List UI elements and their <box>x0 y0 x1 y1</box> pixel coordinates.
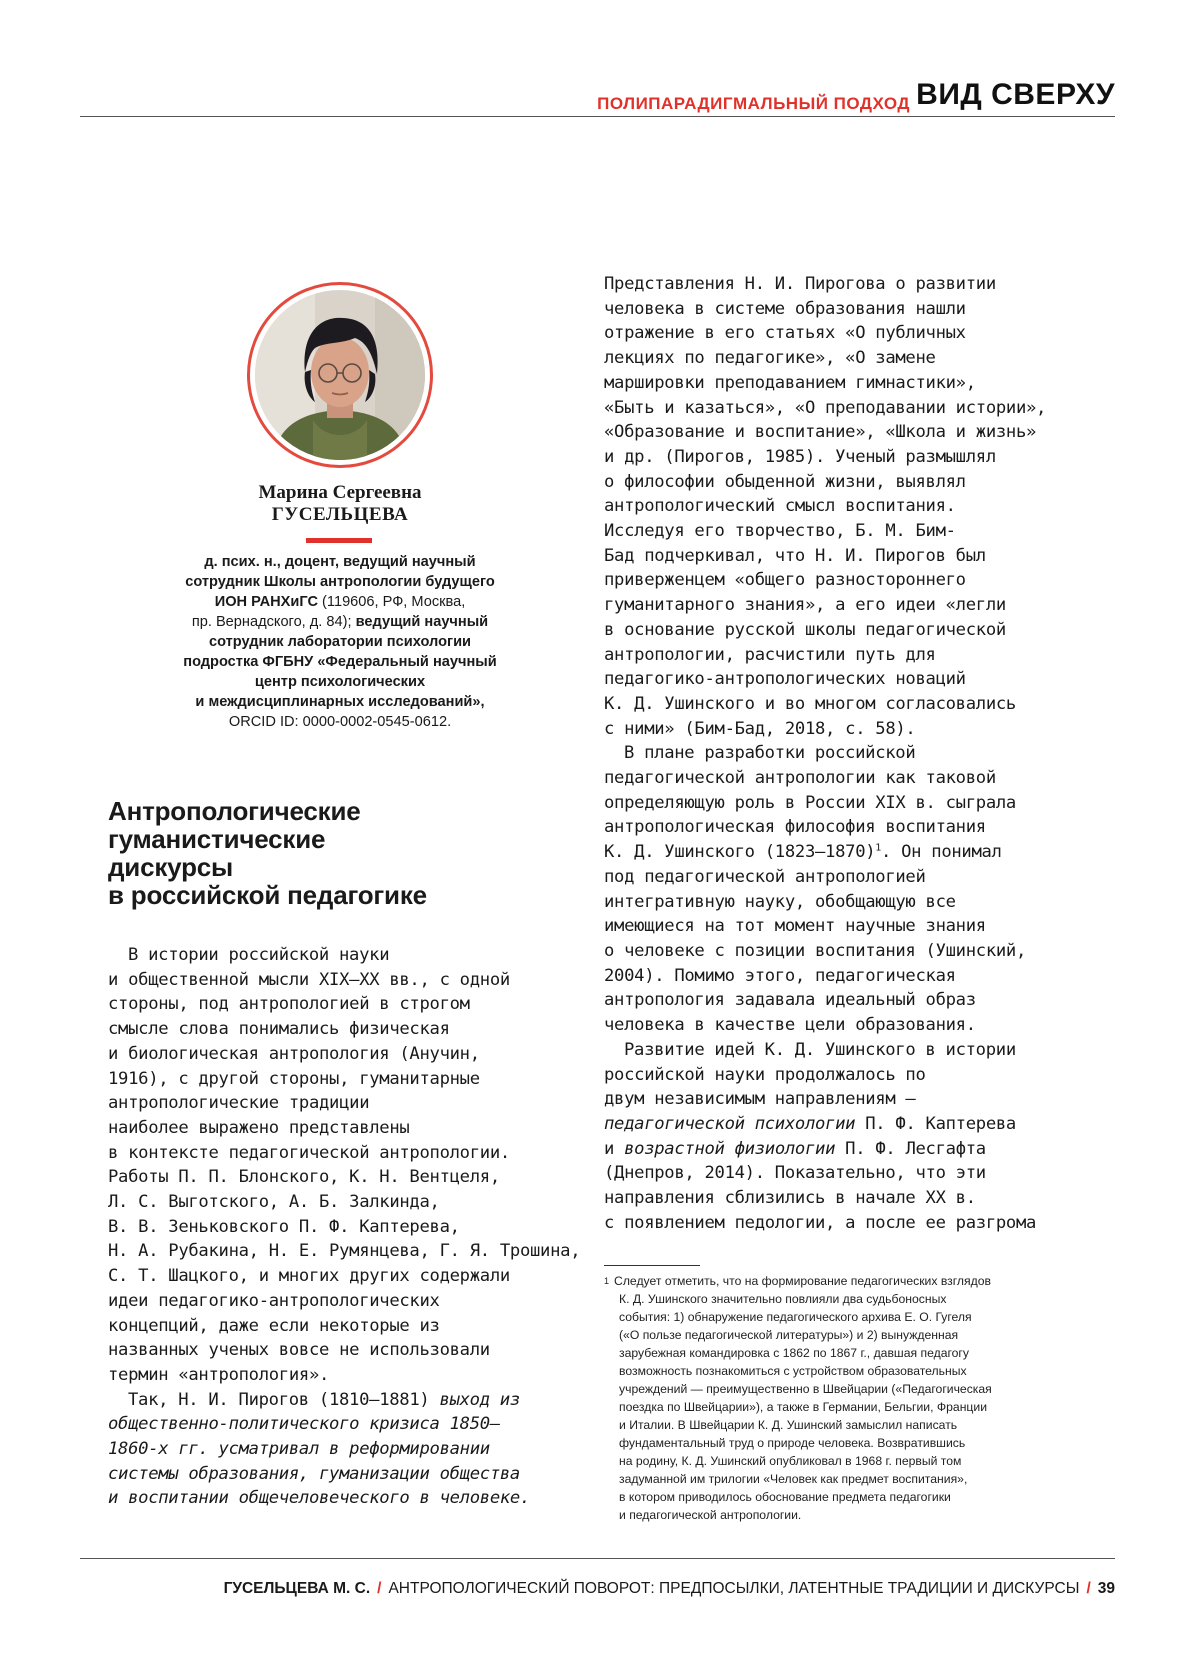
text-line: с появлением педологии, а после ее разгрома <box>604 1211 1094 1236</box>
text-line: с ними» (Бим-Бад, 2018, с. 58). <box>604 717 1094 742</box>
italic-text: общественно-политического кризиса 1850– <box>108 1414 500 1434</box>
text-line: . Он понимал <box>881 842 1002 862</box>
text-line: Л. С. Выготского, А. Б. Залкинда, <box>108 1190 568 1215</box>
footnote-line: зарубежная командировка с 1862 по 1867 г., давшая педагогу <box>604 1344 1084 1362</box>
text-line: и биологическая антропология (Анучин, <box>108 1042 568 1067</box>
footnote-reference[interactable]: 1 <box>875 842 881 853</box>
title-line: дискурсы <box>108 853 548 881</box>
text-line: педагогико-антропологических новаций <box>604 667 1094 692</box>
text-line: гуманитарного знания», а его идеи «легли <box>604 593 1094 618</box>
section-label: ПОЛИПАРАДИГМАЛЬНЫЙ ПОДХОД <box>597 94 910 114</box>
text-line: концепций, даже если некоторые из <box>108 1314 568 1339</box>
left-text-column <box>108 943 568 1511</box>
footnote-line: в котором приводилось обоснование предмета педагогики <box>604 1488 1084 1506</box>
italic-text: возрастной физиологии <box>624 1139 835 1159</box>
italic-text: 1860-х гг. усматривал в реформировании <box>108 1439 490 1459</box>
text-line: идеи педагогико-антропологических <box>108 1289 568 1314</box>
text-line: маршировки преподаванием гимнастики», <box>604 371 1094 396</box>
italic-text: системы образования, гуманизации общества <box>108 1464 520 1484</box>
affiliation-line: и междисциплинарных исследований», <box>195 694 484 710</box>
author-photo <box>255 290 425 460</box>
text-line: российской науки продолжалось по <box>604 1063 1094 1088</box>
text-line: человека в качестве цели образования. <box>604 1013 1094 1038</box>
affiliation-line: ИОН РАНХиГС <box>215 594 318 610</box>
text-line: антропологическая философия воспитания <box>604 815 1094 840</box>
footnote-line: задуманной им трилогии «Человек как предмет воспитания», <box>604 1470 1084 1488</box>
author-surname: ГУСЕЛЬЦЕВА <box>130 504 550 526</box>
footer-separator: / <box>1086 1580 1090 1597</box>
author-affiliation <box>130 552 550 732</box>
title-line: Антропологические <box>108 797 548 825</box>
text-line: Представления Н. И. Пирогова о развитии <box>604 272 1094 297</box>
footnote-divider <box>604 1265 700 1266</box>
footnote-line: и Италии. В Швейцарии К. Д. Ушинский замыслил написать <box>604 1416 1084 1434</box>
text-line: Так, Н. И. Пирогов (1810–1881) <box>128 1390 439 1410</box>
text-line: в основание русской школы педагогической <box>604 618 1094 643</box>
article-title <box>108 797 548 909</box>
text-line: направления сблизились в начале XX в. <box>604 1186 1094 1211</box>
text-line: Работы П. П. Блонского, К. Н. Вентцеля, <box>108 1165 568 1190</box>
affiliation-line: д. псих. н., доцент, ведущий научный <box>204 554 475 570</box>
text-line: антропологии, расчистили путь для <box>604 643 1094 668</box>
affiliation-line: ведущий научный <box>356 614 489 630</box>
text-line: имеющиеся на тот момент научные знания <box>604 914 1094 939</box>
text-line: приверженцем «общего разностороннего <box>604 568 1094 593</box>
header-divider <box>80 116 1115 117</box>
text-line: и др. (Пирогов, 1985). Ученый размышлял <box>604 445 1094 470</box>
footer-separator: / <box>377 1580 381 1597</box>
author-accent-rule <box>306 538 372 543</box>
text-line: В плане разработки российской <box>604 741 1094 766</box>
text-line: П. Ф. Лесгафта <box>835 1139 986 1159</box>
text-line: антропологический смысл воспитания. <box>604 494 1094 519</box>
text-line: Исследуя его творчество, Б. М. Бим- <box>604 519 1094 544</box>
italic-text: выход из <box>439 1390 519 1410</box>
text-line: наиболее выражено представлены <box>108 1116 568 1141</box>
affiliation-line: подростка ФГБНУ «Федеральный научный <box>183 654 496 670</box>
text-line: Развитие идей К. Д. Ушинского в истории <box>604 1038 1094 1063</box>
footnote-mark: 1 <box>604 1276 609 1286</box>
text-line: двум независимым направлениям — <box>604 1087 1094 1112</box>
footnote-line: Следует отметить, что на формирование педагогических взглядов <box>614 1274 991 1288</box>
text-line: отражение в его статьях «О публичных <box>604 321 1094 346</box>
text-line: Н. А. Рубакина, Н. Е. Румянцева, Г. Я. Трошина, <box>108 1239 568 1264</box>
author-photo-frame <box>247 282 433 468</box>
text-line: и <box>604 1139 624 1159</box>
text-line: в контексте педагогической антропологии. <box>108 1141 568 1166</box>
text-line: (Днепров, 2014). Показательно, что эти <box>604 1161 1094 1186</box>
text-line: термин «антропология». <box>108 1363 568 1388</box>
author-name: Марина Сергеевна <box>130 482 550 504</box>
text-line: П. Ф. Каптерева <box>855 1114 1016 1134</box>
affiliation-line: сотрудник Школы антропологии будущего <box>185 574 495 590</box>
footnote-line: К. Д. Ушинского значительно повлияли два судьбоносных <box>604 1290 1084 1308</box>
text-line: лекциях по педагогике», «О замене <box>604 346 1094 371</box>
title-line: в российской педагогике <box>108 881 548 909</box>
italic-text: и воспитании общечеловеческого в человеке. <box>108 1488 530 1508</box>
footnote-line: поездка по Швейцарии»), а также в Германии, Бельгии, Франции <box>604 1398 1084 1416</box>
text-line: педагогической антропологии как таковой <box>604 766 1094 791</box>
footnote-line: на родину, К. Д. Ушинский опубликовал в 1968 г. первый том <box>604 1452 1084 1470</box>
text-line: под педагогической антропологией <box>604 865 1094 890</box>
text-line: о человеке с позиции воспитания (Ушинский, <box>604 939 1094 964</box>
affiliation-line: сотрудник лаборатории психологии <box>209 634 471 650</box>
title-line: гуманистические <box>108 825 548 853</box>
text-line: о философии обыденной жизни, выявлял <box>604 470 1094 495</box>
text-line: 1916), с другой стороны, гуманитарные <box>108 1067 568 1092</box>
text-line: «Образование и воспитание», «Школа и жизнь» <box>604 420 1094 445</box>
text-line: «Быть и казаться», «О преподавании истории», <box>604 396 1094 421</box>
affiliation-line: (119606, РФ, Москва, <box>318 594 465 610</box>
orcid-line: ORCID ID: 0000-0002-0545-0612. <box>229 714 451 730</box>
affiliation-line: центр психологических <box>255 674 425 690</box>
footnote <box>604 1272 1084 1524</box>
text-line: антропология задавала идеальный образ <box>604 988 1094 1013</box>
text-line: и общественной мысли XIX–XX вв., с одной <box>108 968 568 993</box>
footer-author: ГУСЕЛЬЦЕВА М. С. <box>224 1580 371 1597</box>
text-line: В. В. Зеньковского П. Ф. Каптерева, <box>108 1215 568 1240</box>
footer-divider <box>80 1558 1115 1559</box>
right-text-column <box>604 272 1094 1235</box>
page-number: 39 <box>1098 1580 1115 1597</box>
text-line: антропологические традиции <box>108 1091 568 1116</box>
text-line: К. Д. Ушинского и во многом согласовались <box>604 692 1094 717</box>
text-line: 2004). Помимо этого, педагогическая <box>604 964 1094 989</box>
text-line: К. Д. Ушинского (1823–1870) <box>604 842 875 862</box>
affiliation-line: пр. Вернадского, д. 84); <box>192 614 356 630</box>
footnote-line: учреждений — преимущественно в Швейцарии («Педагогическая <box>604 1380 1084 1398</box>
page-footer <box>224 1580 1115 1598</box>
footnote-line: и педагогической антропологии. <box>604 1506 1084 1524</box>
text-line: стороны, под антропологией в строгом <box>108 992 568 1017</box>
footnote-line: возможность познакомиться с устройством образовательных <box>604 1362 1084 1380</box>
text-line: человека в системе образования нашли <box>604 297 1094 322</box>
footnote-line: события: 1) обнаружение педагогического архива Е. О. Гугеля <box>604 1308 1084 1326</box>
text-line: С. Т. Шацкого, и многих других содержали <box>108 1264 568 1289</box>
italic-text: педагогической психологии <box>604 1114 855 1134</box>
text-line: Бад подчеркивал, что Н. И. Пирогов был <box>604 544 1094 569</box>
text-line: интегративную науку, обобщающую все <box>604 890 1094 915</box>
footer-article-title: АНТРОПОЛОГИЧЕСКИЙ ПОВОРОТ: ПРЕДПОСЫЛКИ, ЛАТЕНТНЫЕ ТРАДИЦИИ И ДИСКУРСЫ <box>388 1580 1079 1597</box>
text-line: смысле слова понимались физическая <box>108 1017 568 1042</box>
text-line: В истории российской науки <box>108 943 568 968</box>
magazine-title: ВИД СВЕРХУ <box>916 78 1115 112</box>
footnote-line: («О пользе педагогической литературы») и 2) вынужденная <box>604 1326 1084 1344</box>
page-header <box>80 72 1115 118</box>
text-line: определяющую роль в России XIX в. сыграла <box>604 791 1094 816</box>
text-line: названных ученых вовсе не использовали <box>108 1338 568 1363</box>
footnote-line: фундаментальный труд о природе человека. Возвратившись <box>604 1434 1084 1452</box>
